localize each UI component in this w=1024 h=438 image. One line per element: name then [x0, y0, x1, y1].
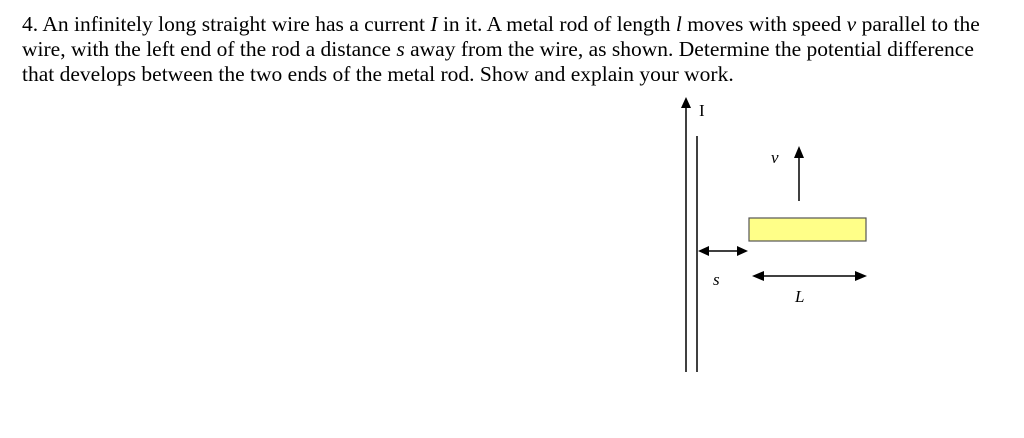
variable-distance: s [396, 37, 405, 61]
length-label: L [795, 287, 805, 306]
problem-text-part-4: parallel to the wire, with the left end of the rod a distance [22, 12, 980, 61]
problem-text-part-2: in it. A metal rod of length [437, 12, 676, 36]
metal-rod [749, 218, 866, 241]
problem-number: 4. [22, 12, 39, 36]
distance-arrow-right-icon [737, 246, 748, 256]
velocity-label: v [771, 148, 779, 167]
problem-text-part-1: An infinitely long straight wire has a current [38, 12, 431, 36]
distance-label: s [713, 270, 720, 289]
current-label: I [699, 101, 705, 120]
variable-speed: v [846, 12, 857, 36]
length-arrow-right-icon [855, 271, 867, 281]
problem-text-part-3: moves with speed [681, 12, 847, 36]
length-arrow-left-icon [752, 271, 764, 281]
distance-arrow-left-icon [698, 246, 709, 256]
problem-text-part-5: away from the wire, as shown. Determine the potential difference that develops between the two ends of the metal rod. Show and explain your work. [22, 37, 974, 86]
variable-current: I [430, 12, 438, 36]
velocity-arrow-icon [794, 146, 804, 158]
variable-length: l [675, 12, 682, 36]
current-arrow-icon [681, 97, 691, 108]
